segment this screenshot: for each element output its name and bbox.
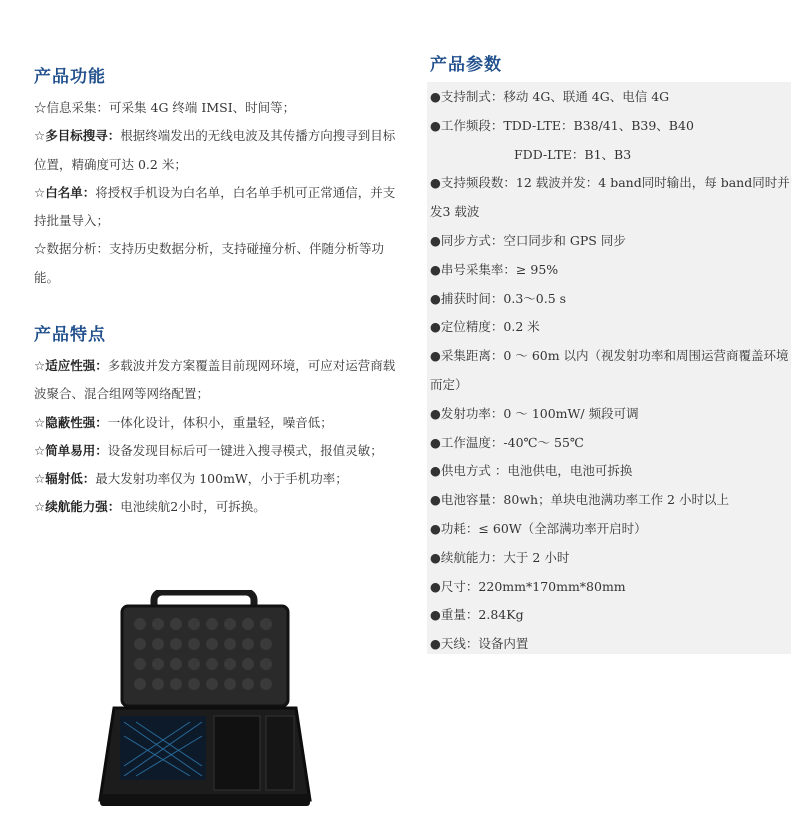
- bullet-icon: ●: [430, 117, 441, 133]
- param-item: ●重量：2.84Kg: [430, 607, 524, 623]
- function-label: 白名单：: [45, 184, 96, 200]
- param-item: ●发射功率：0 ～ 100mW/ 频段可调: [430, 405, 639, 421]
- star-icon: ☆: [34, 442, 46, 458]
- star-icon: ☆: [34, 499, 46, 515]
- feature-label: 适应性强：: [45, 358, 108, 373]
- bullet-icon: ●: [430, 492, 441, 508]
- param-item: ●串号采集率：≥ 95%: [430, 261, 559, 277]
- function-label: 数据分析：: [46, 241, 110, 257]
- feature-item: [34, 465, 406, 493]
- feature-label: 续航能力强：: [45, 499, 121, 515]
- param-item: ●续航能力：大于 2 小时: [430, 549, 570, 565]
- params-heading: 产品参数: [430, 55, 502, 75]
- star-icon: ☆: [34, 471, 46, 487]
- bullet-icon: ●: [430, 261, 441, 277]
- param-item: ●天线：设备内置: [430, 636, 529, 652]
- function-label: 多目标搜寻：: [45, 128, 121, 144]
- star-icon: ☆: [34, 100, 47, 115]
- star-icon: ☆: [34, 414, 46, 430]
- functions-list: [34, 94, 406, 292]
- bullet-icon: ●: [430, 405, 441, 421]
- feature-item: [34, 352, 406, 409]
- feature-label: 辐射低：: [45, 471, 96, 487]
- param-item: ●电池容量：80wh；单块电池满功率工作 2 小时以上: [430, 492, 729, 508]
- param-item: ●工作频段：TDD-LTE：B38/41、B39、B40: [430, 117, 694, 133]
- star-icon: ☆: [34, 241, 47, 257]
- function-item: [34, 179, 406, 236]
- param-item: ●同步方式：空口同步和 GPS 同步: [430, 232, 626, 248]
- feature-text: 电池续航2小时，可拆换。: [120, 499, 266, 515]
- star-icon: ☆: [34, 128, 46, 144]
- function-item: [34, 94, 406, 122]
- star-icon: ☆: [34, 184, 46, 200]
- functions-heading: 产品功能: [34, 67, 106, 87]
- feature-text: 多载波并发方案覆盖目前现网环境，可应对运营商载波聚合、混合组网等网络配置；: [34, 358, 396, 402]
- param-item: ●支持制式：移动 4G、联通 4G、电信 4G: [430, 89, 670, 104]
- param-item: ●支持频段数：12 载波并发：4 band同时输出，每 band同时并发3 载波: [430, 175, 790, 220]
- param-item: ●捕获时间：0.3～0.5 s: [430, 290, 567, 306]
- function-item: [34, 235, 406, 292]
- bullet-icon: ●: [430, 175, 441, 191]
- feature-label: 简单易用：: [45, 442, 108, 458]
- features-heading: 产品特点: [34, 325, 106, 345]
- function-text: 根据终端发出的无线电波及其传播方向搜寻到目标位置，精确度可达 0.2 米；: [34, 128, 396, 172]
- param-item: ●采集距离：0 ～ 60m 以内（视发射功率和周围运营商覆盖环境而定）: [430, 348, 789, 392]
- bullet-icon: ●: [430, 89, 441, 104]
- feature-label: 隐蔽性强：: [45, 414, 108, 430]
- bullet-icon: ●: [430, 290, 441, 306]
- bullet-icon: ●: [430, 549, 441, 565]
- bullet-icon: ●: [430, 319, 441, 335]
- function-text: 可采集 4G 终端 IMSI、时间等；: [109, 100, 296, 115]
- feature-text: 最大发射功率仅为 100mW，小于手机功率；: [95, 471, 348, 487]
- param-item: ●功耗：≤ 60W（全部满功率开启时）: [430, 520, 647, 536]
- star-icon: ☆: [34, 358, 46, 373]
- function-item: [34, 122, 406, 179]
- function-label: 信息采集：: [46, 100, 110, 115]
- param-item: ●工作温度：-40℃～ 55℃: [430, 434, 584, 450]
- bullet-icon: ●: [430, 348, 441, 364]
- bullet-icon: ●: [430, 434, 441, 450]
- bullet-icon: ●: [430, 578, 441, 594]
- param-item: FDD-LTE：B1、B3: [514, 146, 632, 162]
- feature-item: [34, 409, 406, 437]
- features-list: [34, 352, 406, 522]
- bullet-icon: ●: [430, 463, 441, 479]
- bullet-icon: ●: [430, 520, 441, 536]
- function-text: 将授权手机设为白名单，白名单手机可正常通信，并支持批量导入；: [34, 184, 396, 229]
- product-case-image: [96, 590, 314, 810]
- param-item: ●尺寸：220mm*170mm*80mm: [430, 578, 626, 594]
- feature-item: [34, 437, 406, 465]
- feature-text: 设备发现目标后可一键进入搜寻模式，报值灵敏；: [107, 442, 383, 458]
- function-text: 支持历史数据分析，支持碰撞分析、伴随分析等功能。: [34, 241, 385, 285]
- feature-item: [34, 493, 406, 521]
- bullet-icon: ●: [430, 232, 441, 248]
- param-item: ●定位精度：0.2 米: [430, 319, 540, 335]
- feature-text: 一体化设计，体积小，重量轻，噪音低；: [107, 414, 333, 430]
- param-item: ●供电方式 ：电池供电，电池可拆换: [430, 463, 633, 479]
- bullet-icon: ●: [430, 636, 441, 652]
- bullet-icon: ●: [430, 607, 441, 623]
- params-list: [430, 83, 790, 659]
